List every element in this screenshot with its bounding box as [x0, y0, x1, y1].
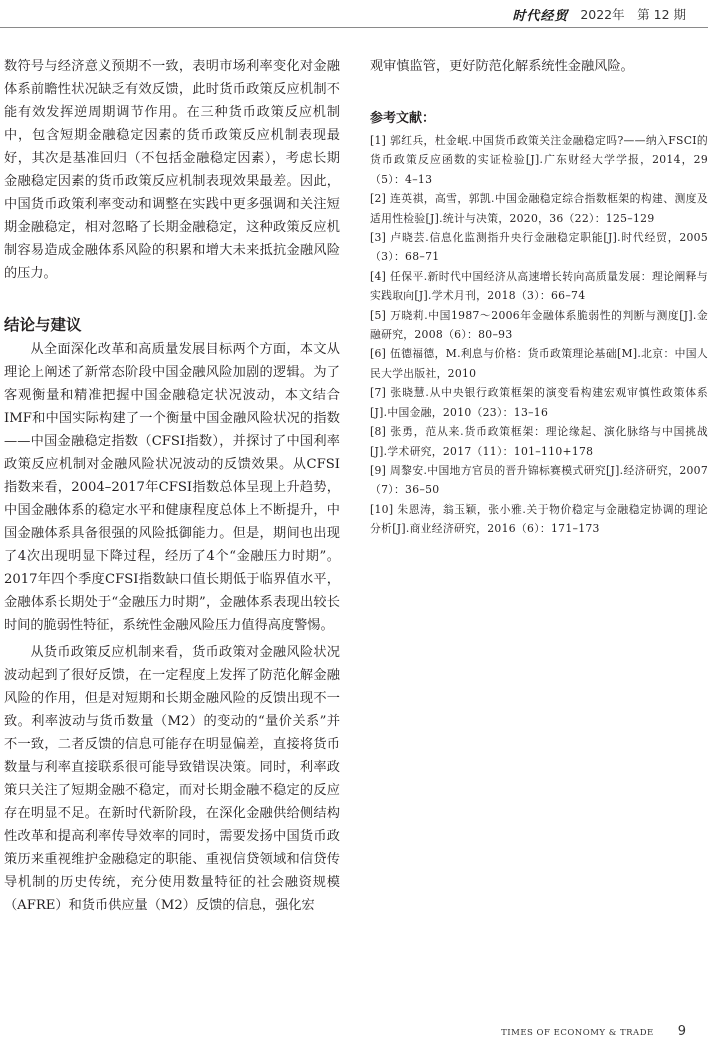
left-column	[4, 55, 340, 917]
header-rule	[0, 27, 708, 28]
page-footer	[501, 1024, 686, 1039]
issue-info: 2022年 第 12 期	[580, 7, 686, 22]
conclusion-paragraph-2: 从货币政策反应机制来看，货币政策对金融风险状况波动起到了很好反馈，在一定程度上发挥了防范化解金融风险的作用，但是对短期和长期金融风险的反馈出现不一致。利率波动与货币数量（M2）的变动的“量价关系”并不一致，二者反馈的信息可能存在明显偏差，直接将货币数量与利率直接联系很可能导致错误决策。同时，利率政策只关注了短期金融不稳定，而对长期金融不稳定的反应存在明显不足。在新时代新阶段，在深化金融供给侧结构性改革和提高利率传导效率的同时，需要发扬中国货币政策历来重视维护金融稳定的职能、重视信贷领域和信贷传导机制的历史传统，充分使用数量特征的社会融资规模（AFRE）和货币供应量（M2）反馈的信息，强化宏	[4, 645, 340, 913]
references-list	[370, 131, 708, 539]
journal-brand: 时代经贸	[512, 8, 569, 24]
page-header	[512, 5, 686, 23]
reference-item: [9] 周黎安.中国地方官员的晋升锦标赛模式研究[J].经济研究，2007（7）：36–50	[370, 463, 708, 497]
reference-item: [3] 卢晓芸.信息化监测指升央行金融稳定职能[J].时代经贸，2005（3）：68–71	[370, 231, 708, 264]
reference-item: [2] 连英祺，高雪，郭凯.中国金融稳定综合指数框架的构建、测度及适用性检验[J].统计与决策，2020，36（22）：125–129	[370, 192, 708, 225]
right-column	[370, 55, 708, 539]
references-title: 参考文献：	[370, 111, 436, 126]
section-title: 结论与建议	[4, 316, 82, 334]
reference-item: [5] 万晓莉.中国1987～2006年金融体系脆弱性的判断与测度[J].金融研究，2008（6）：80–93	[370, 308, 708, 342]
reference-item: [1] 郭红兵，杜金岷.中国货币政策关注金融稳定吗?——纳入FSCI的货币政策反应函数的实证检验[J].广东财经大学学报，2014，29（5）：4–13	[370, 134, 708, 186]
reference-item: [4] 任保平.新时代中国经济从高速增长转向高质量发展：理论阐释与实践取向[J].学术月刊，2018（3）：66–74	[370, 269, 708, 303]
conclusion-paragraph-1: 从全面深化改革和高质量发展目标两个方面，本文从理论上阐述了新常态阶段中国金融风险加剧的逻辑。为了客观衡量和精准把握中国金融稳定状况波动，本文结合IMF和中国实际构建了一个衡量中国金融风险状况的指数——中国金融稳定指数（CFSI指数），并探讨了中国利率政策反应机制对金融风险状况波动的反馈效果。从CFSI指数来看，2004–2017年CFSI指数总体呈现上升趋势，中国金融体系的稳定水平和健康程度总体上不断提升，中国金融体系具备很强的风险抵御能力。但是，期间也出现了4次出现明显下降过程，经历了4个“金融压力时期”。2017年四个季度CFSI指数缺口值长期低于临界值水平，金融体系长期处于“金融压力时期”，金融体系表现出较长时间的脆弱性特征，系统性金融风险压力值得高度警惕。	[4, 342, 340, 633]
continued-paragraph-right: 观审慎监管，更好防范化解系统性金融风险。	[370, 59, 634, 74]
reference-item: [8] 张勇，范从来.货币政策框架：理论缘起、演化脉络与中国挑战[J].学术研究，2017（11）：101–110+178	[370, 425, 708, 458]
reference-item: [10] 朱恩涛，翁玉颖，张小雅.关于物价稳定与金融稳定协调的理论分析[J].商业经济研究，2016（6）：171–173	[370, 502, 708, 536]
page-number: 9	[677, 1024, 686, 1039]
continued-paragraph: 数符号与经济意义预期不一致，表明市场利率变化对金融体系前瞻性状况缺乏有效反馈，此时货币政策反应机制不能有效发挥逆周期调节作用。在三种货币政策反应机制中，包含短期金融稳定因素的货币政策反应机制表现最好，其次是基准回归（不包括金融稳定因素），考虑长期金融稳定因素的货币政策反应机制表现效果最差。因此，中国货币政策利率变动和调整在实践中更多强调和关注短期金融稳定，相对忽略了长期金融稳定，这种政策反应机制容易造成金融体系风险的积累和增大未来抵抗金融风险的压力。	[4, 59, 340, 281]
journal-english-name: TIMES OF ECONOMY & TRADE	[501, 1028, 654, 1038]
reference-item: [6] 伍德福德，M.利息与价格：货币政策理论基础[M].北京：中国人民大学出版社，2010	[370, 347, 708, 380]
reference-item: [7] 张晓慧.从中央银行政策框架的演变看构建宏观审慎性政策体系[J].中国金融，2010（23）：13–16	[370, 386, 708, 419]
